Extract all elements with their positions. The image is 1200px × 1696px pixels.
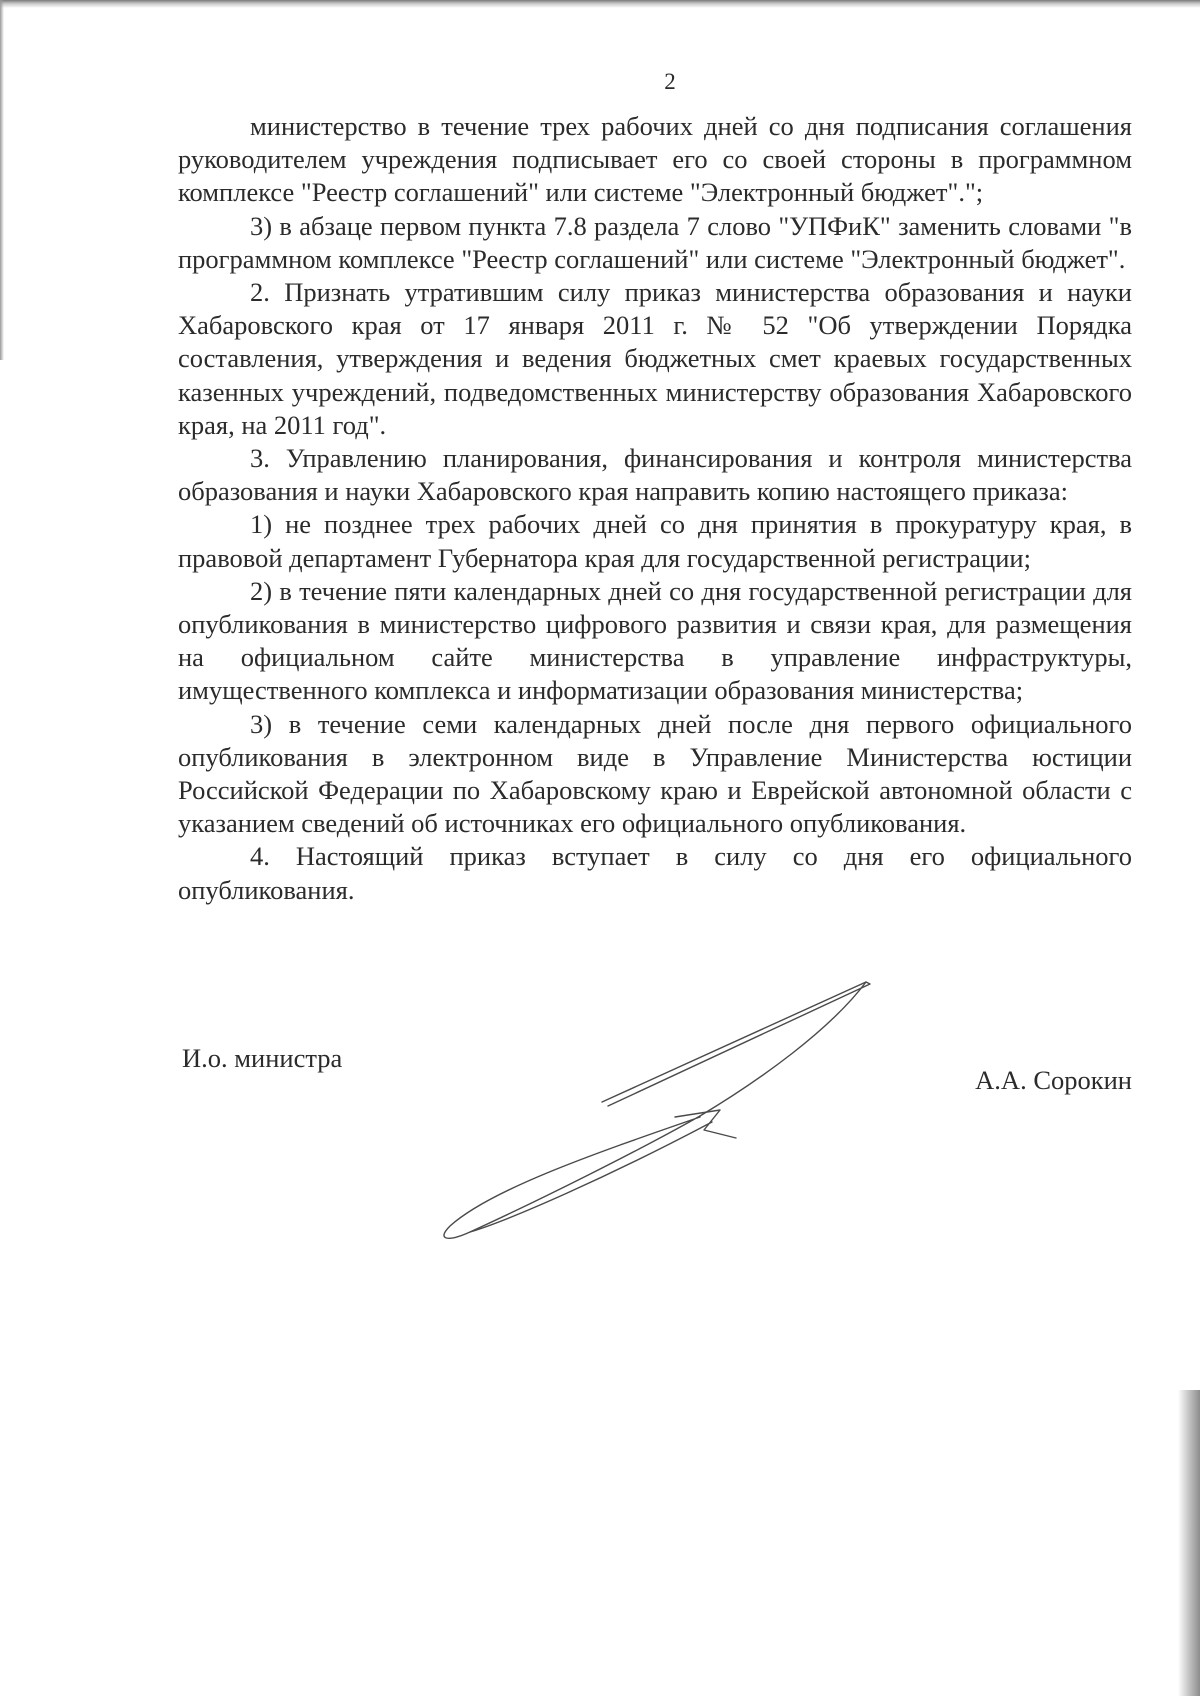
document-body <box>178 110 1132 907</box>
page-number: 2 <box>664 69 676 94</box>
paragraph-item-3: 3. Управлению планирования, финансирования и контроля министерства образования и науки Хабаровского края направить копию настоящего приказа: <box>178 443 1132 507</box>
paragraph-item-3-1: 1) не позднее трех рабочих дней со дня принятия в прокуратуру края, в правовой департамент Губернатора края для государственной регистрации; <box>178 509 1132 573</box>
paragraph-item-3-3: 3) в течение семи календарных дней после дня первого официального опубликования в электронном виде в Управление Министерства юстиции Российской Федерации по Хабаровскому краю и Еврейской автономной области с указанием сведений об источниках его официального опубликования. <box>178 708 1132 839</box>
signer-name: А.А. Сорокин <box>975 1065 1132 1095</box>
scan-left-edge <box>0 0 4 360</box>
scan-top-shadow <box>0 0 1200 8</box>
paragraph-item-3-2: 2) в течение пяти календарных дней со дня государственной регистрации для опубликования в министерство цифрового развития и связи края, для размещения на официальном сайте министерства в управление инфраструктуры, имущественного комплекса и информатизации образования министерства; <box>178 575 1132 706</box>
paragraph-continuation: министерство в течение трех рабочих дней со дня подписания соглашения руководителем учреждения подписывает его со своей стороны в программном комплексе "Реестр соглашений" или системе "Электронный бюджет"."; <box>178 111 1132 208</box>
signer-title: И.о. министра <box>182 1043 343 1073</box>
handwritten-signature <box>430 970 880 1260</box>
paragraph-subitem-3: 3) в абзаце первом пункта 7.8 раздела 7 слово "УПФиК" заменить словами "в программном комплексе "Реестр соглашений" или системе "Электронный бюджет". <box>178 210 1132 274</box>
paragraph-item-4: 4. Настоящий приказ вступает в силу со дня его официального опубликования. <box>178 841 1132 905</box>
paragraph-item-2: 2. Признать утратившим силу приказ министерства образования и науки Хабаровского края от 17 января 2011 г. № 52 "Об утверждении Порядка составления, утверждения и ведения бюджетных смет краевых государственных казенных учреждений, подведомственных министерству образования Хабаровского края, на 2011 год". <box>178 277 1132 440</box>
scan-right-edge <box>1178 1390 1200 1696</box>
